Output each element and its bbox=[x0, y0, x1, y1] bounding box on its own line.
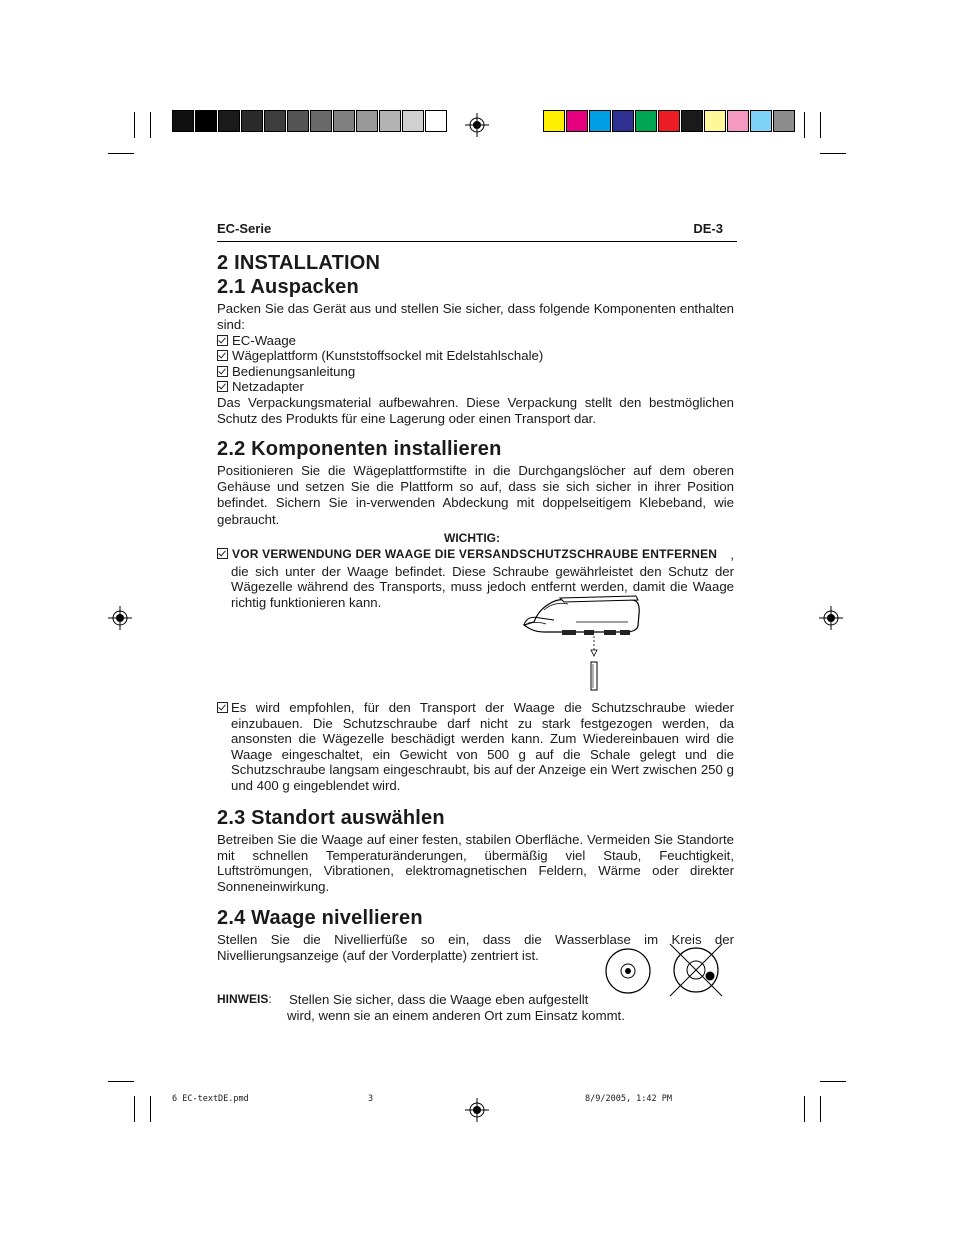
running-header bbox=[217, 221, 737, 242]
series-name: EC-Serie bbox=[217, 221, 272, 236]
warning-text: , die sich unter der Waage befindet. Diese Schraube gewährleistet den Schutz der Wägezelle während des Transports, muss jedoch entfernt werden, damit die Waage richtig funktionieren kann. bbox=[231, 547, 734, 610]
crop-mark bbox=[820, 112, 821, 138]
color-swatch bbox=[287, 110, 309, 132]
level-bubble-centered-illustration bbox=[604, 947, 652, 995]
color-swatch bbox=[773, 110, 795, 132]
registration-target-icon bbox=[465, 1098, 489, 1122]
footer-filename: 6 EC-textDE.pmd bbox=[172, 1094, 249, 1104]
color-swatch bbox=[750, 110, 772, 132]
paragraph: Es wird empfohlen, für den Transport der Waage die Schutzschraube wieder einzubauen. Die Schutzschraube darf nicht zu stark festgezogen werden, da ansonsten die Wägezelle beschädigt werden kann. Zum Wiedereinbauen wird die Waage eingeschaltet, ein Gewicht von 500 g auf die Schale gelegt und die Schutzschraube langsam eingeschraubt, bis auf der Anzeige ein Wert zwischen 250 g und 400 g eingeblendet wird. bbox=[231, 700, 734, 793]
crop-mark bbox=[150, 1096, 151, 1122]
footer-date: 8/9/2005, 1:42 PM bbox=[585, 1094, 672, 1104]
recommend-item bbox=[217, 700, 232, 716]
list-item: Netzadapter bbox=[217, 379, 304, 395]
color-swatch bbox=[589, 110, 611, 132]
footer-page: 3 bbox=[368, 1094, 374, 1104]
color-swatch bbox=[612, 110, 634, 132]
crop-mark bbox=[820, 1081, 846, 1082]
level-bubble-off-center-illustration bbox=[668, 942, 724, 998]
color-swatch bbox=[379, 110, 401, 132]
crop-mark bbox=[150, 112, 151, 138]
note-label: HINWEIS: bbox=[217, 992, 272, 1006]
color-swatch bbox=[172, 110, 194, 132]
checkbox-icon bbox=[217, 702, 228, 713]
crop-mark bbox=[108, 153, 134, 154]
note-line: Stellen Sie sicher, dass die Waage eben aufgestellt bbox=[289, 992, 589, 1007]
list-item: Wägeplattform (Kunststoffsockel mit Edelstahlschale) bbox=[217, 348, 543, 364]
page-number: DE-3 bbox=[693, 221, 723, 236]
color-swatch bbox=[402, 110, 424, 132]
note-line: wird, wenn sie an einem anderen Ort zum Einsatz kommt. bbox=[287, 1008, 625, 1023]
color-swatch bbox=[727, 110, 749, 132]
checkbox-icon bbox=[217, 366, 228, 377]
color-swatch bbox=[241, 110, 263, 132]
registration-target-icon bbox=[819, 606, 843, 630]
crop-mark bbox=[804, 112, 805, 138]
color-swatch bbox=[218, 110, 240, 132]
paragraph: Das Verpackungsmaterial aufbewahren. Diese Verpackung stellt den bestmöglichen Schutz des Produkts für eine Lagerung oder einen Transport dar. bbox=[217, 395, 734, 426]
registration-target-icon bbox=[108, 606, 132, 630]
color-swatch bbox=[333, 110, 355, 132]
process-color-bar bbox=[543, 110, 796, 132]
grayscale-color-bar bbox=[172, 110, 448, 132]
color-swatch bbox=[635, 110, 657, 132]
scale-underside-illustration bbox=[520, 592, 644, 694]
checkbox-icon bbox=[217, 335, 228, 346]
color-swatch bbox=[195, 110, 217, 132]
checkbox-icon bbox=[217, 548, 228, 559]
paragraph: Stellen Sie die Nivellierfüße so ein, dass die Wasserblase im Kreis der Nivellierungsanzeige (auf der Vorderplatte) zentriert ist. bbox=[217, 932, 734, 963]
section-title: 2.1 Auspacken bbox=[217, 276, 359, 298]
color-swatch bbox=[566, 110, 588, 132]
color-swatch bbox=[310, 110, 332, 132]
list-item: Bedienungsanleitung bbox=[217, 364, 355, 380]
color-swatch bbox=[264, 110, 286, 132]
paragraph: Positionieren Sie die Wägeplattformstifte in die Durchgangslöcher auf dem oberen Gehäuse und setzen Sie die Plattform so auf, dass sie sich sicher in ihrer Position befindet. Sichern Sie in-verwenden Abdeckung mit doppelseitigem Klebeband, wie gebraucht. bbox=[217, 463, 734, 527]
color-swatch bbox=[704, 110, 726, 132]
registration-target-icon bbox=[465, 113, 489, 137]
paragraph: Betreiben Sie die Waage auf einer festen, stabilen Oberfläche. Vermeiden Sie Standorte mit schnellen Temperaturänderungen, übermäßig viel Staub, Feuchtigkeit, Luftströmungen, Vibrationen, elektromagnetischen Feldern, Wärme oder direkter Sonneneinwirkung. bbox=[217, 832, 734, 894]
crop-mark bbox=[108, 1081, 134, 1082]
list-item: EC-Waage bbox=[217, 333, 296, 349]
color-swatch bbox=[425, 110, 447, 132]
crop-mark bbox=[134, 112, 135, 138]
crop-mark bbox=[134, 1096, 135, 1122]
checkbox-icon bbox=[217, 381, 228, 392]
chapter-title: 2 INSTALLATION bbox=[217, 252, 381, 274]
crop-mark bbox=[820, 153, 846, 154]
section-title: 2.4 Waage nivellieren bbox=[217, 907, 423, 929]
warning-bold: VOR VERWENDUNG DER WAAGE DIE VERSANDSCHUTZSCHRAUBE ENTFERNEN bbox=[232, 547, 718, 561]
color-swatch bbox=[681, 110, 703, 132]
paragraph: Packen Sie das Gerät aus und stellen Sie sicher, dass folgende Komponenten enthalten sind: bbox=[217, 301, 734, 332]
crop-mark bbox=[804, 1096, 805, 1122]
section-title: 2.2 Komponenten installieren bbox=[217, 438, 502, 460]
color-swatch bbox=[356, 110, 378, 132]
color-swatch bbox=[543, 110, 565, 132]
crop-mark bbox=[820, 1096, 821, 1122]
section-title: 2.3 Standort auswählen bbox=[217, 807, 445, 829]
checkbox-icon bbox=[217, 350, 228, 361]
color-swatch bbox=[658, 110, 680, 132]
important-label: WICHTIG: bbox=[444, 531, 500, 545]
